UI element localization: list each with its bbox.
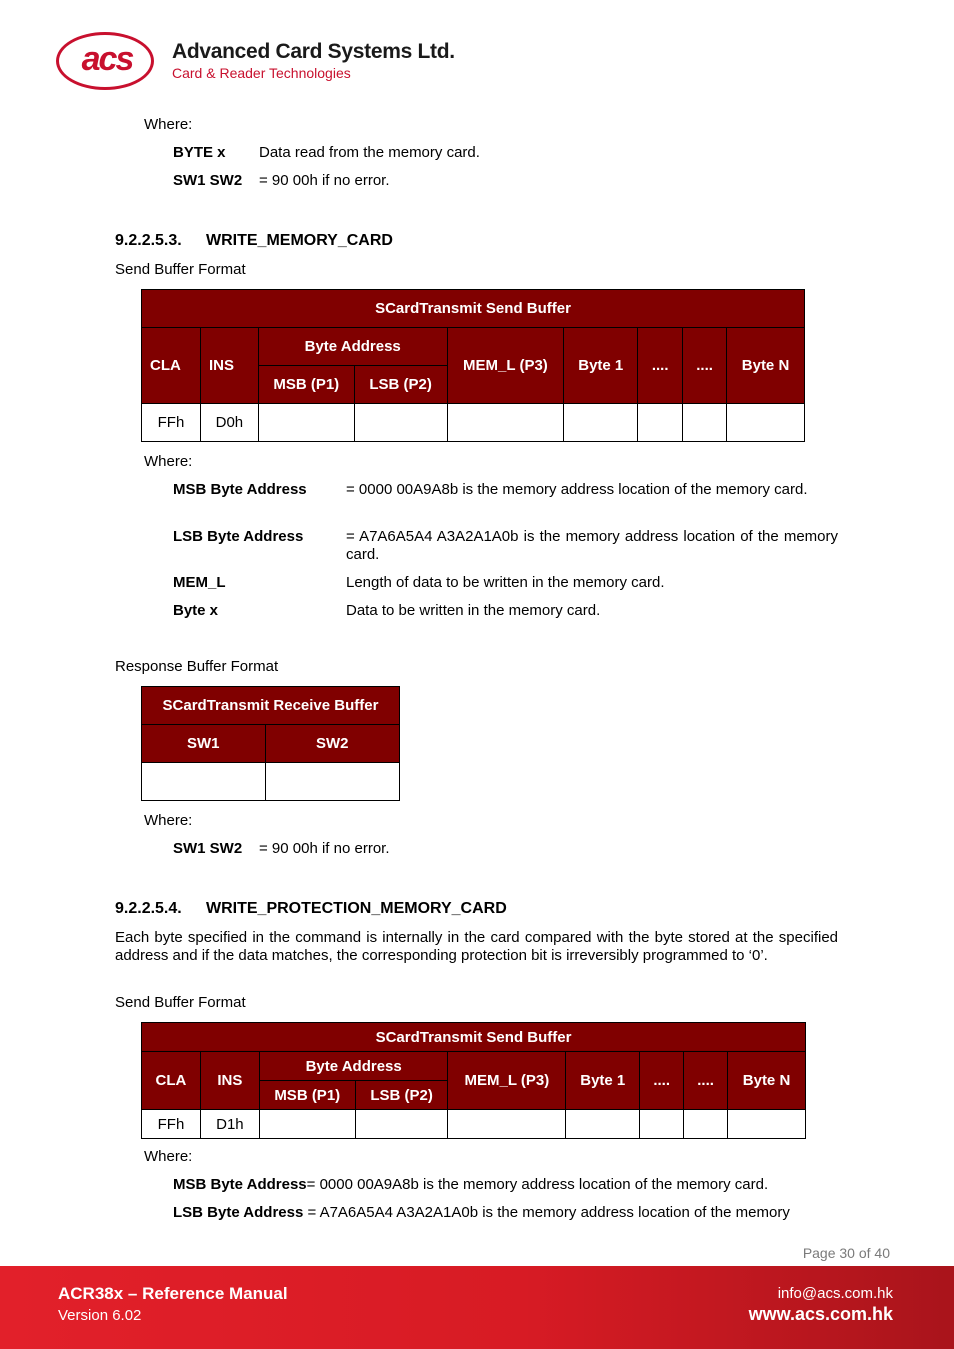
where-line (173, 1176, 768, 1194)
cell-empty (258, 404, 354, 442)
company-tagline: Card & Reader Technologies (172, 65, 351, 81)
cell-empty (448, 1110, 566, 1139)
header-msb: MSB (P1) (258, 366, 354, 404)
cell-empty (265, 763, 399, 801)
cell-empty (259, 1110, 355, 1139)
cell-empty (354, 404, 447, 442)
header-byte-1: Byte 1 (566, 1052, 640, 1110)
section-title: WRITE_MEMORY_CARD (206, 232, 393, 249)
where-desc: = A7A6A5A4 A3A2A1A0b is the memory address location of the memory (303, 1204, 790, 1221)
section-title: WRITE_PROTECTION_MEMORY_CARD (206, 900, 507, 917)
header-dots: .... (640, 1052, 684, 1110)
header-mem-l: MEM_L (P3) (447, 328, 564, 404)
where-desc: Data to be written in the memory card. (346, 602, 601, 619)
cell-empty (564, 404, 638, 442)
where-label: Where: (144, 453, 193, 470)
header-byte-1: Byte 1 (564, 328, 638, 404)
send-buffer-label: Send Buffer Format (115, 994, 246, 1011)
cell-ins: D0h (200, 404, 258, 442)
where-label: Where: (144, 116, 193, 133)
table-row (142, 404, 805, 442)
cell-ins: D1h (200, 1110, 259, 1139)
header-byte-address: Byte Address (258, 328, 447, 366)
send-buffer-table (141, 1022, 806, 1139)
where-line (173, 1204, 790, 1222)
cell-empty (355, 1110, 448, 1139)
where-term: BYTE x (173, 144, 226, 161)
where-desc: = 90 00h if no error. (259, 840, 390, 857)
response-buffer-label: Response Buffer Format (115, 658, 279, 675)
where-term: MSB Byte Address (173, 1176, 307, 1193)
header-byte-n: Byte N (728, 1052, 806, 1110)
header-ins: INS (200, 1052, 259, 1110)
header-dots: .... (638, 328, 683, 404)
section-paragraph: Each byte specified in the command is internally in the card compared with the byte stored at the specified address and if the data matches, the corresponding protection bit is irreversibly programmed to ‘0’. (115, 929, 838, 964)
cell-cla: FFh (142, 1110, 201, 1139)
header-msb: MSB (P1) (259, 1081, 355, 1110)
where-term: SW1 SW2 (173, 840, 243, 857)
where-term: MSB Byte Address (173, 481, 307, 498)
header-sw1: SW1 (142, 725, 266, 763)
cell-cla: FFh (142, 404, 201, 442)
where-desc: Data read from the memory card. (259, 144, 480, 161)
send-buffer-label: Send Buffer Format (115, 261, 246, 278)
cell-empty (640, 1110, 684, 1139)
footer-website[interactable]: www.acs.com.hk (748, 1304, 893, 1324)
cell-empty (447, 404, 564, 442)
table-row (142, 1110, 806, 1139)
page-number: Page 30 of 40 (802, 1245, 890, 1261)
header-dots: .... (684, 1052, 728, 1110)
where-term: SW1 SW2 (173, 172, 243, 189)
header-lsb: LSB (P2) (354, 366, 447, 404)
cell-empty (684, 1110, 728, 1139)
where-desc: = A7A6A5A4 A3A2A1A0b is the memory address location of the memory card. (346, 528, 838, 563)
company-name: Advanced Card Systems Ltd. (172, 40, 455, 63)
cell-empty (727, 404, 805, 442)
header-cla: CLA (142, 1052, 201, 1110)
header-ins: INS (200, 328, 258, 404)
cell-empty (728, 1110, 806, 1139)
where-label: Where: (144, 812, 193, 829)
where-term: Byte x (173, 602, 219, 619)
table-title: SCardTransmit Send Buffer (142, 290, 805, 328)
header-mem-l: MEM_L (P3) (448, 1052, 566, 1110)
header-lsb: LSB (P2) (355, 1081, 448, 1110)
header-byte-n: Byte N (727, 328, 805, 404)
where-desc: = 0000 00A9A8b is the memory address location of the memory card. (306, 1176, 769, 1193)
cell-empty (142, 763, 266, 801)
where-label: Where: (144, 1148, 193, 1165)
header-byte-address: Byte Address (259, 1052, 448, 1081)
receive-buffer-table (141, 686, 400, 801)
table-title: SCardTransmit Send Buffer (142, 1023, 806, 1052)
footer-version: Version 6.02 (58, 1307, 142, 1324)
where-term: LSB Byte Address (173, 1204, 304, 1221)
logo-text: acs (81, 40, 133, 78)
table-title: SCardTransmit Receive Buffer (142, 687, 400, 725)
footer-bar (0, 1266, 954, 1349)
cell-empty (638, 404, 683, 442)
section-number: 9.2.2.5.3. (115, 232, 182, 249)
where-term: MEM_L (173, 574, 226, 591)
cell-empty (683, 404, 727, 442)
table-row (142, 763, 400, 801)
where-desc: = 90 00h if no error. (259, 172, 390, 189)
cell-empty (566, 1110, 640, 1139)
where-term: LSB Byte Address (173, 528, 304, 545)
header-cla: CLA (142, 328, 201, 404)
footer-title: ACR38x – Reference Manual (58, 1284, 288, 1303)
header-sw2: SW2 (265, 725, 399, 763)
header-dots: .... (683, 328, 727, 404)
footer-email[interactable]: info@acs.com.hk (777, 1285, 893, 1302)
send-buffer-table (141, 289, 805, 442)
where-desc: = 0000 00A9A8b is the memory address location of the memory card. (346, 481, 808, 498)
where-desc: Length of data to be written in the memory card. (346, 574, 665, 591)
section-number: 9.2.2.5.4. (115, 900, 182, 917)
